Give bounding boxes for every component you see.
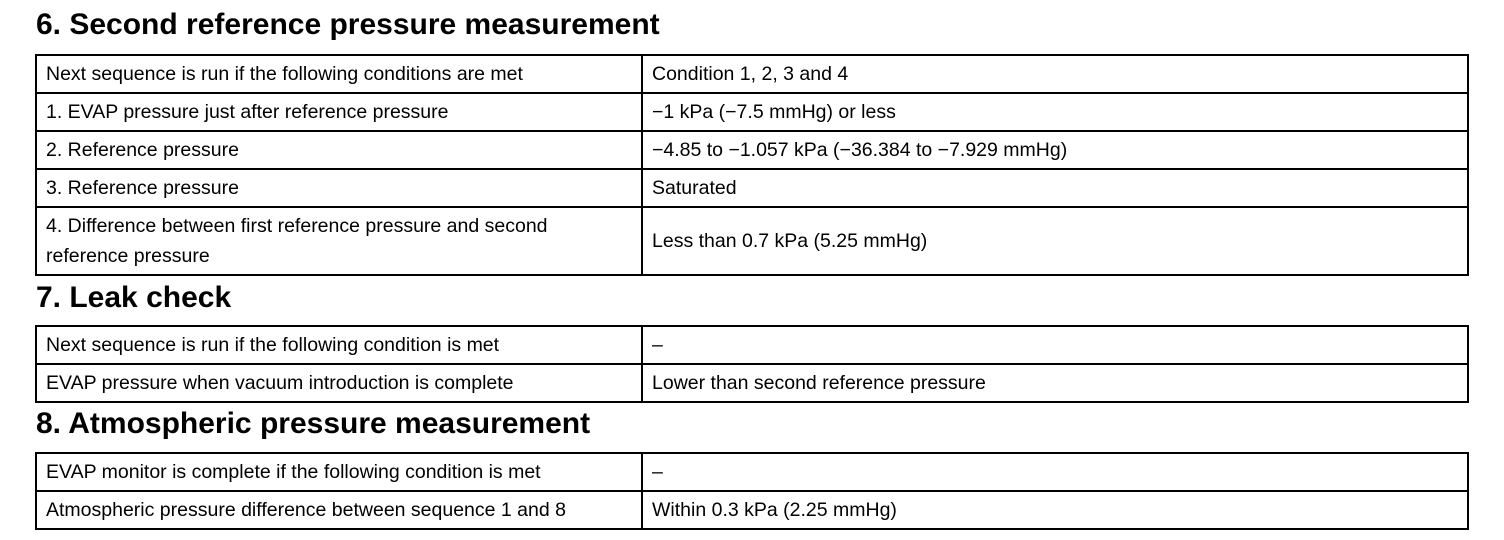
condition-value: Lower than second reference pressure [642,364,1468,402]
condition-label: 4. Difference between first reference pressure and second reference pressure [36,207,642,275]
condition-value: – [642,453,1468,491]
condition-label: Next sequence is run if the following condition is met [36,326,642,364]
condition-label: 1. EVAP pressure just after reference pressure [36,93,642,131]
table-row [36,131,1468,169]
table-row [36,364,1468,402]
condition-value: Within 0.3 kPa (2.25 mmHg) [642,491,1468,529]
table-row [36,207,1468,275]
table-row [36,169,1468,207]
condition-value: −1 kPa (−7.5 mmHg) or less [642,93,1468,131]
section-title-second-reference-pressure: 6. Second reference pressure measurement [36,8,660,41]
condition-value: – [642,326,1468,364]
section-title-leak-check: 7. Leak check [36,281,232,314]
conditions-table-second-reference-pressure [35,54,1469,276]
table-row [36,55,1468,93]
table-row [36,326,1468,364]
condition-value: Condition 1, 2, 3 and 4 [642,55,1468,93]
condition-label: EVAP monitor is complete if the following condition is met [36,453,642,491]
section-title-atmospheric-pressure: 8. Atmospheric pressure measurement [36,407,591,440]
table-row [36,491,1468,529]
condition-value: Less than 0.7 kPa (5.25 mmHg) [642,207,1468,275]
condition-value: Saturated [642,169,1468,207]
condition-label: Atmospheric pressure difference between sequence 1 and 8 [36,491,642,529]
condition-label: Next sequence is run if the following conditions are met [36,55,642,93]
condition-label: 2. Reference pressure [36,131,642,169]
conditions-table-leak-check [35,325,1469,403]
conditions-table-atmospheric-pressure [35,452,1469,530]
condition-value: −4.85 to −1.057 kPa (−36.384 to −7.929 mmHg) [642,131,1468,169]
table-row [36,453,1468,491]
condition-label: EVAP pressure when vacuum introduction is complete [36,364,642,402]
condition-label: 3. Reference pressure [36,169,642,207]
table-row [36,93,1468,131]
